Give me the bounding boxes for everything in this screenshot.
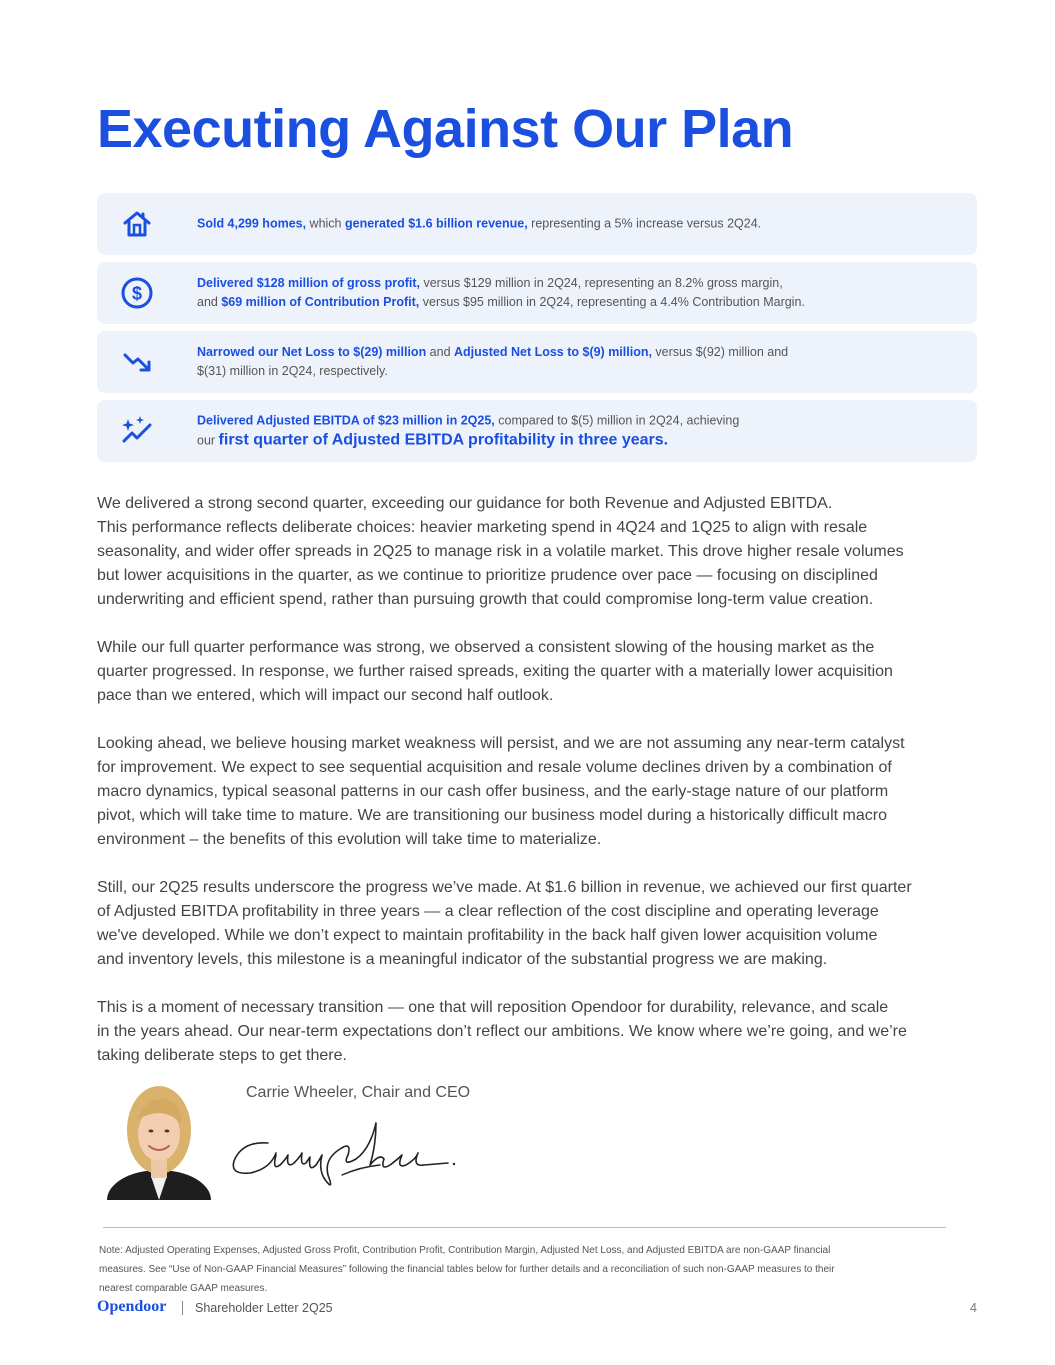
sparkle-trend-icon <box>119 413 155 449</box>
body-line: Still, our 2Q25 results underscore the progress we’ve made. At $1.6 billion in revenue, we achieved our first quarter <box>97 879 912 896</box>
dollar-icon <box>119 275 155 311</box>
highlight-segment: and <box>426 345 455 359</box>
body-line: of Adjusted EBITDA profitability in three years — a clear reflection of the cost discipline and operating leverage <box>97 903 879 920</box>
highlight-segment: which <box>306 216 345 231</box>
highlight-text <box>197 343 957 381</box>
body-line: we've developed. While we don’t expect to maintain profitability in the back half given lower acquisition volume <box>97 927 878 944</box>
opendoor-logo: Opendoor <box>97 1298 167 1315</box>
page-title: Executing Against Our Plan <box>97 99 794 159</box>
trending-down-icon <box>119 344 155 380</box>
highlight-segment: representing a 5% increase versus 2Q24. <box>527 216 762 231</box>
body-line: quarter progressed. In response, we further raised spreads, exiting the quarter with a materially lower acquisition <box>97 663 893 680</box>
body-line: This performance reflects deliberate choices: heavier marketing spend in 4Q24 and 1Q25 to align with resale <box>97 519 868 536</box>
highlight-emphasis: $69 million of Contribution Profit, <box>221 295 420 309</box>
footnote-line: Note: Adjusted Operating Expenses, Adjusted Gross Profit, Contribution Profit, Contribution Margin, Adjusted Net Loss, and Adjusted EBITDA are non-GAAP financial <box>99 1245 831 1256</box>
body-paragraph <box>97 996 972 1068</box>
body-line: We delivered a strong second quarter, exceeding our guidance for both Revenue and Adjusted EBITDA. <box>97 495 833 512</box>
house-icon <box>119 206 155 242</box>
body-line: Looking ahead, we believe housing market weakness will persist, and we are not assuming any near-term catalyst <box>97 735 905 752</box>
body-paragraph <box>97 876 972 972</box>
footer-separator <box>182 1301 183 1315</box>
footer-document-title: Shareholder Letter 2Q25 <box>195 1301 333 1315</box>
highlight-emphasis: generated $1.6 billion revenue, <box>344 216 528 231</box>
footnote-line: measures. See “Use of Non-GAAP Financial Measures” following the financial tables below for further details and a reconciliation of such non-GAAP measures to their <box>99 1264 835 1275</box>
body-line: This is a moment of necessary transition — one that will reposition Opendoor for durability, relevance, and scale <box>97 999 889 1016</box>
highlight-line <box>197 215 957 234</box>
body-line: underwriting and efficient spend, rather than pursuing growth that could compromise long-term value creation. <box>97 591 874 608</box>
highlight-line <box>197 412 957 431</box>
ceo-signature <box>230 1115 460 1195</box>
signoff-name: Carrie Wheeler, Chair and CEO <box>246 1084 471 1101</box>
body-line: seasonality, and wider offer spreads in 2Q25 to manage risk in a volatile market. This drove higher resale volumes <box>97 543 904 560</box>
body-line: in the years ahead. Our near-term expectations don’t reflect our ambitions. We know where we’re going, and we’re <box>97 1023 907 1040</box>
highlight-emphasis: Delivered $128 million of gross profit, <box>197 276 420 290</box>
body-line: but lower acquisitions in the quarter, as we continue to prioritize prudence over pace — focusing on disciplined <box>97 567 878 584</box>
highlight-segment: versus $129 million in 2Q24, representing an 8.2% gross margin, <box>419 276 783 290</box>
highlight-text <box>197 215 957 234</box>
highlight-emphasis: Sold 4,299 homes, <box>197 216 307 231</box>
highlight-segment: versus $(92) million and <box>651 345 789 359</box>
highlight-segment: compared to $(5) million in 2Q24, achieving <box>494 413 740 428</box>
highlight-line <box>197 362 957 381</box>
highlight-line <box>197 274 957 293</box>
highlight-emphasis: Delivered Adjusted EBITDA of $23 million in 2Q25, <box>197 413 495 428</box>
highlight-segment: $(31) million in 2Q24, respectively. <box>197 364 388 378</box>
highlight-segment: versus $95 million in 2Q24, representing a 4.4% Contribution Margin. <box>419 295 805 309</box>
svg-text:$: $ <box>131 283 143 304</box>
highlight-emphasis: Narrowed our Net Loss to $(29) million <box>197 345 427 359</box>
highlight-card-net-loss <box>97 331 977 393</box>
body-line: for improvement. We expect to see sequential acquisition and resale volume declines driven by a combination of <box>97 759 892 776</box>
body-line: pivot, which will take time to mature. We are transitioning our business model during a historically difficult macro <box>97 807 887 824</box>
highlight-line <box>197 343 957 362</box>
body-line: macro dynamics, typical seasonal patterns in our cash offer business, and the early-stage nature of our platform <box>97 783 889 800</box>
body-line: taking deliberate steps to get there. <box>97 1047 347 1064</box>
highlight-segment: our <box>197 433 219 448</box>
body-paragraph <box>97 636 972 708</box>
body-line: and inventory levels, this milestone is a meaningful indicator of the substantial progress we are making. <box>97 951 828 968</box>
footnote-line: nearest comparable GAAP measures. <box>99 1283 268 1294</box>
footnote-divider <box>103 1227 946 1228</box>
highlight-card-adjusted-ebitda <box>97 400 977 462</box>
body-paragraph <box>97 732 972 852</box>
body-paragraph <box>97 492 972 612</box>
highlight-text <box>197 274 957 312</box>
body-line: pace than we entered, which will impact our second half outlook. <box>97 687 554 704</box>
body-line: While our full quarter performance was strong, we observed a consistent slowing of the housing market as the <box>97 639 875 656</box>
highlight-emphasis: Adjusted Net Loss to $(9) million, <box>454 345 652 359</box>
ceo-portrait <box>107 1080 211 1200</box>
highlight-line <box>197 431 957 451</box>
highlight-card-gross-profit <box>97 262 977 324</box>
letter-body <box>97 492 972 1092</box>
page-footer <box>97 1298 977 1318</box>
highlight-card-homes-sold <box>97 193 977 255</box>
highlight-line <box>197 293 957 312</box>
footnote <box>99 1241 959 1298</box>
highlight-segment: and <box>197 295 222 309</box>
highlight-emphasis: first quarter of Adjusted EBITDA profitability in three years. <box>218 431 669 449</box>
page-number: 4 <box>970 1301 977 1315</box>
highlight-text <box>197 412 957 451</box>
body-line: environment – the benefits of this evolution will take time to materialize. <box>97 831 602 848</box>
